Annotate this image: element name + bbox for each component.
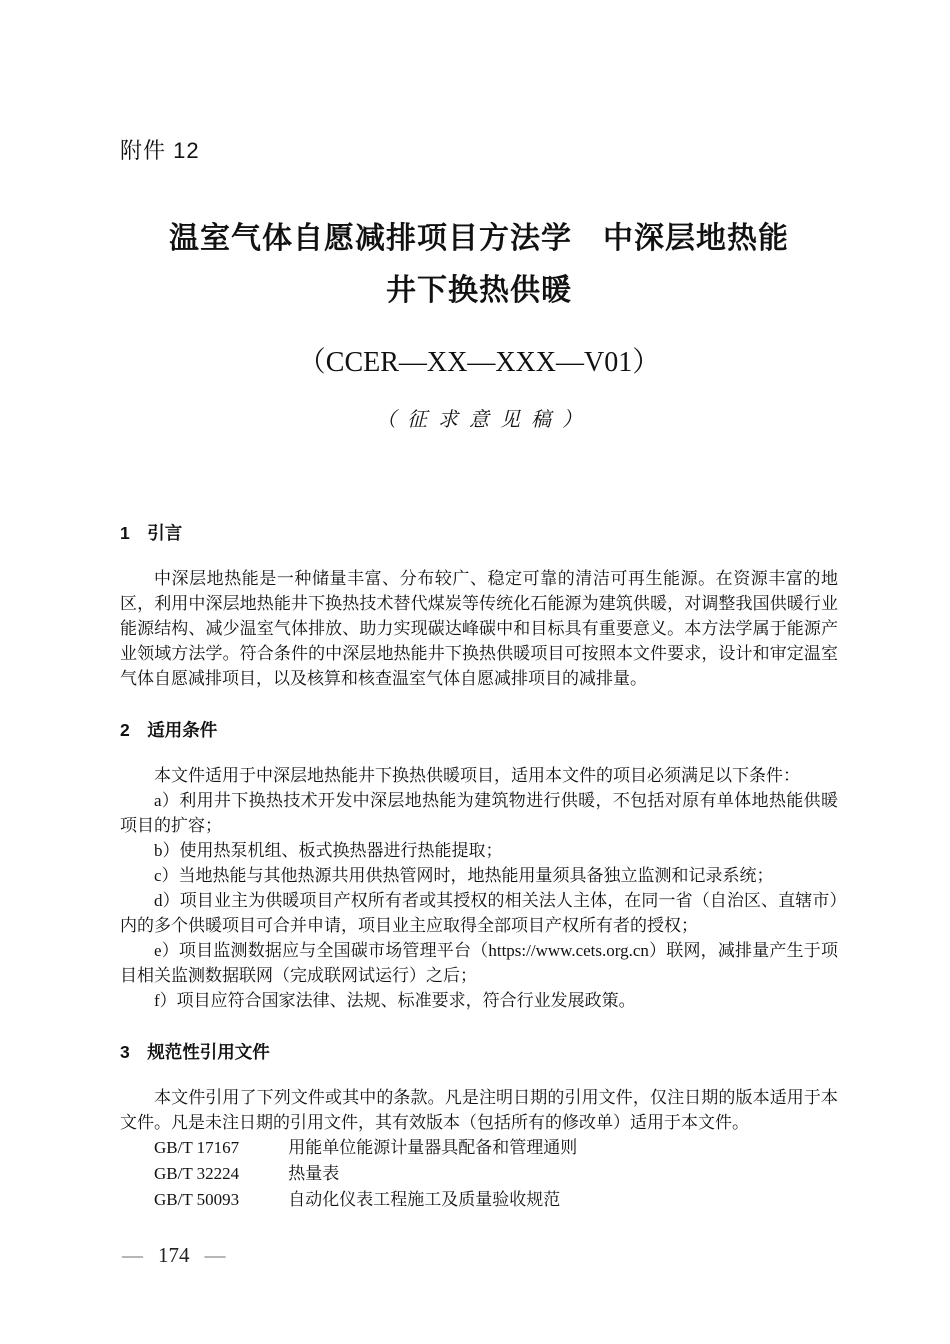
reference-title: 热量表 [288, 1164, 340, 1184]
condition-item-f: f）项目应符合国家法律、法规、标准要求，符合行业发展政策。 [154, 991, 636, 1011]
condition-item-b: b）使用热泵机组、板式换热器进行热能提取； [154, 841, 503, 861]
attachment-label: 附件 12 [120, 138, 200, 163]
page-footer [122, 1244, 226, 1267]
reference-code: GB/T 50093 [154, 1190, 240, 1210]
reference-title: 自动化仪表工程施工及质量验收规范 [288, 1190, 561, 1210]
reference-list [120, 1135, 838, 1213]
section-introduction [120, 522, 838, 691]
document-title [120, 213, 838, 317]
condition-item-a: a）利用井下换热技术开发中深层地热能为建筑物进行供暖，不包括对原有单体地热能供暖项目的扩容； [120, 791, 838, 836]
section-heading: 2 适用条件 [120, 720, 218, 741]
section-heading: 3 规范性引用文件 [120, 1042, 270, 1063]
section-normative-references [120, 1041, 838, 1213]
section-applicability [120, 719, 838, 1013]
draft-note: （征求意见稿） [376, 409, 593, 432]
condition-item-d: d）项目业主为供暖项目产权所有者或其授权的相关法人主体，在同一省（自治区、直辖市）内的多个供暖项目可合并申请，项目业主应取得全部项目产权所有者的授权； [120, 891, 838, 936]
document-title-line1: 温室气体自愿减排项目方法学 中深层地热能 [169, 222, 789, 255]
reference-row [120, 1161, 838, 1187]
section-heading: 1 引言 [120, 523, 183, 544]
reference-title: 用能单位能源计量器具配备和管理通则 [288, 1138, 578, 1158]
page-number: 174 [158, 1243, 190, 1267]
condition-item-e: e）项目监测数据应与全国碳市场管理平台（https://www.cets.org.cn）联网，减排量产生于项目相关监测数据联网（完成联网试运行）之后； [120, 941, 838, 986]
document-code: （CCER—XX—XXX—V01） [297, 347, 661, 379]
footer-dash-left: — [122, 1243, 143, 1267]
reference-row [120, 1135, 838, 1161]
footer-dash-right: — [204, 1243, 226, 1267]
paragraph: 本文件引用了下列文件或其中的条款。凡是注明日期的引用文件，仅注日期的版本适用于本文件。凡是未注日期的引用文件，其有效版本（包括所有的修改单）适用于本文件。 [120, 1088, 838, 1133]
reference-row [120, 1187, 838, 1213]
reference-code: GB/T 32224 [154, 1164, 240, 1184]
condition-item-c: c）当地热能与其他热源共用供热管网时，地热能用量须具备独立监测和记录系统； [154, 866, 774, 886]
reference-code: GB/T 17167 [154, 1138, 240, 1158]
paragraph: 中深层地热能是一种储量丰富、分布较广、稳定可靠的清洁可再生能源。在资源丰富的地区，利用中深层地热能井下换热技术替代煤炭等传统化石能源为建筑供暖，对调整我国供暖行业能源结构、减少温室气体排放、助力实现碳达峰碳中和目标具有重要意义。本方法学属于能源产业领域方法学。符合条件的中深层地热能井下换热供暖项目可按照本文件要求，设计和审定温室气体自愿减排项目，以及核算和核查温室气体自愿减排项目的减排量。 [120, 569, 838, 689]
paragraph: 本文件适用于中深层地热能井下换热供暖项目，适用本文件的项目必须满足以下条件： [154, 766, 800, 786]
document-title-line2: 井下换热供暖 [386, 274, 572, 307]
